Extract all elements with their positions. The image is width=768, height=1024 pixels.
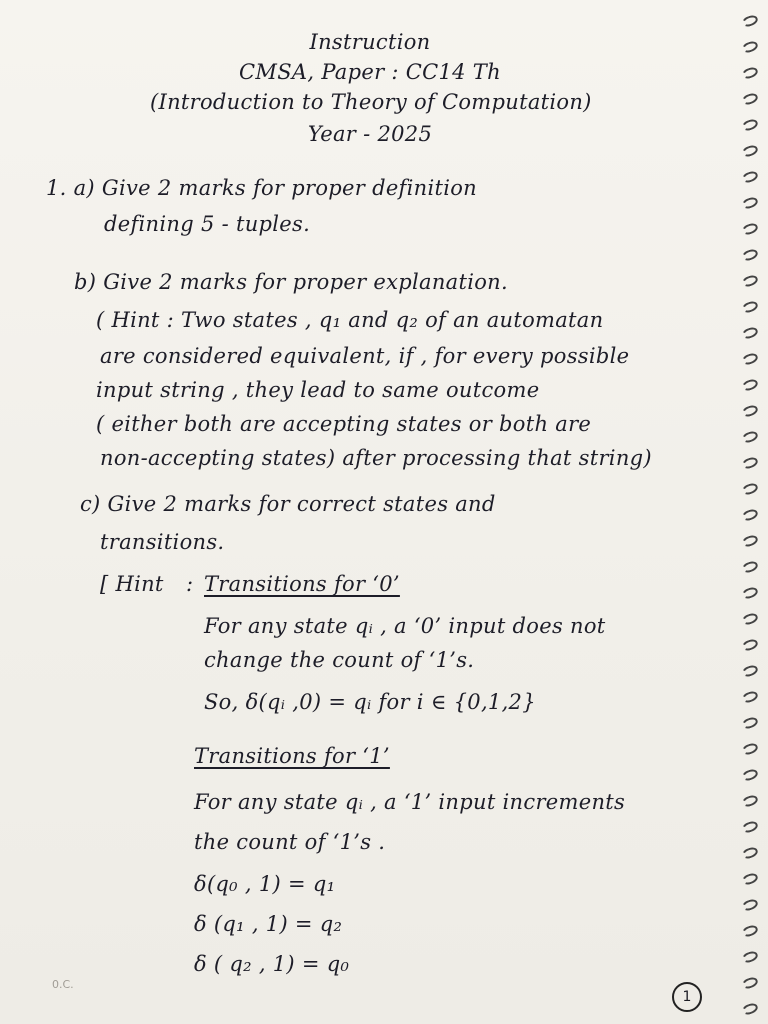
spiral-ring <box>741 638 759 653</box>
t0-line3: So, δ(qᵢ ,0) = qᵢ for i ∈ {0,1,2} <box>204 690 536 714</box>
spiral-ring <box>741 14 759 29</box>
spiral-ring <box>741 976 759 991</box>
q1b-line5: ( either both are accepting states or both are <box>96 412 592 436</box>
spiral-ring <box>741 482 759 497</box>
title-instruction: Instruction <box>309 30 431 54</box>
spiral-ring <box>741 690 759 705</box>
spiral-ring <box>741 872 759 887</box>
spiral-ring <box>741 716 759 731</box>
t1-line3: δ(q₀ , 1) = q₁ <box>194 872 336 896</box>
spiral-ring <box>741 1002 759 1017</box>
hint-label: [ Hint <box>100 572 164 596</box>
spiral-ring <box>741 534 759 549</box>
spiral-ring <box>741 820 759 835</box>
spiral-ring <box>741 768 759 783</box>
title-paper: CMSA, Paper : CC14 Th <box>239 60 501 84</box>
spiral-ring <box>741 274 759 289</box>
q1b-line3: are considered equivalent, if , for every possible <box>100 344 630 368</box>
spiral-ring <box>741 300 759 315</box>
spiral-ring <box>741 612 759 627</box>
spiral-ring <box>741 742 759 757</box>
t1-line2: the count of ‘1’s . <box>194 830 386 854</box>
t0-line2: change the count of ‘1’s. <box>204 648 475 672</box>
q1b-line1: b) Give 2 marks for proper explanation. <box>74 270 508 294</box>
t1-line4: δ (q₁ , 1) = q₂ <box>194 912 343 936</box>
title-course: (Introduction to Theory of Computation) <box>150 90 592 114</box>
spiral-ring <box>741 170 759 185</box>
spiral-ring <box>741 560 759 575</box>
spiral-ring <box>741 456 759 471</box>
spiral-ring <box>741 66 759 81</box>
spiral-ring <box>741 222 759 237</box>
spiral-ring <box>741 950 759 965</box>
spiral-ring <box>741 586 759 601</box>
spiral-binding <box>740 10 762 1010</box>
transitions-1-title: Transitions for ‘1’ <box>194 744 390 768</box>
spiral-ring <box>741 898 759 913</box>
spiral-ring <box>741 508 759 523</box>
spiral-ring <box>741 40 759 55</box>
t0-line1: For any state qᵢ , a ‘0’ input does not <box>204 614 606 638</box>
spiral-ring <box>741 404 759 419</box>
spiral-ring <box>741 92 759 107</box>
spiral-ring <box>741 846 759 861</box>
spiral-ring <box>741 664 759 679</box>
q1a-line2: defining 5 - tuples. <box>104 212 311 236</box>
q1b-line4: input string , they lead to same outcome <box>96 378 540 402</box>
spiral-ring <box>741 430 759 445</box>
spiral-ring <box>741 378 759 393</box>
spiral-ring <box>741 144 759 159</box>
t1-line1: For any state qᵢ , a ‘1’ input increments <box>194 790 626 814</box>
q1a-line1: 1. a) Give 2 marks for proper definition <box>46 176 478 200</box>
q1b-line2: ( Hint : Two states , q₁ and q₂ of an automatan <box>96 308 604 332</box>
spiral-ring <box>741 196 759 211</box>
spiral-ring <box>741 326 759 341</box>
spiral-ring <box>741 118 759 133</box>
t1-line5: δ ( q₂ , 1) = q₀ <box>194 952 350 976</box>
q1b-line6: non-accepting states) after processing that string) <box>100 446 652 470</box>
spiral-ring <box>741 352 759 367</box>
spiral-ring <box>741 924 759 939</box>
corner-mark: 0.C. <box>52 978 74 991</box>
spiral-ring <box>741 794 759 809</box>
page-number-circle: 1 <box>672 982 702 1012</box>
title-year: Year - 2025 <box>307 122 433 146</box>
transitions-0-title: Transitions for ‘0’ <box>204 572 400 596</box>
spiral-ring <box>741 248 759 263</box>
hint-colon: : <box>186 572 194 596</box>
q1c-line1: c) Give 2 marks for correct states and <box>80 492 496 516</box>
q1c-line2: transitions. <box>100 530 225 554</box>
